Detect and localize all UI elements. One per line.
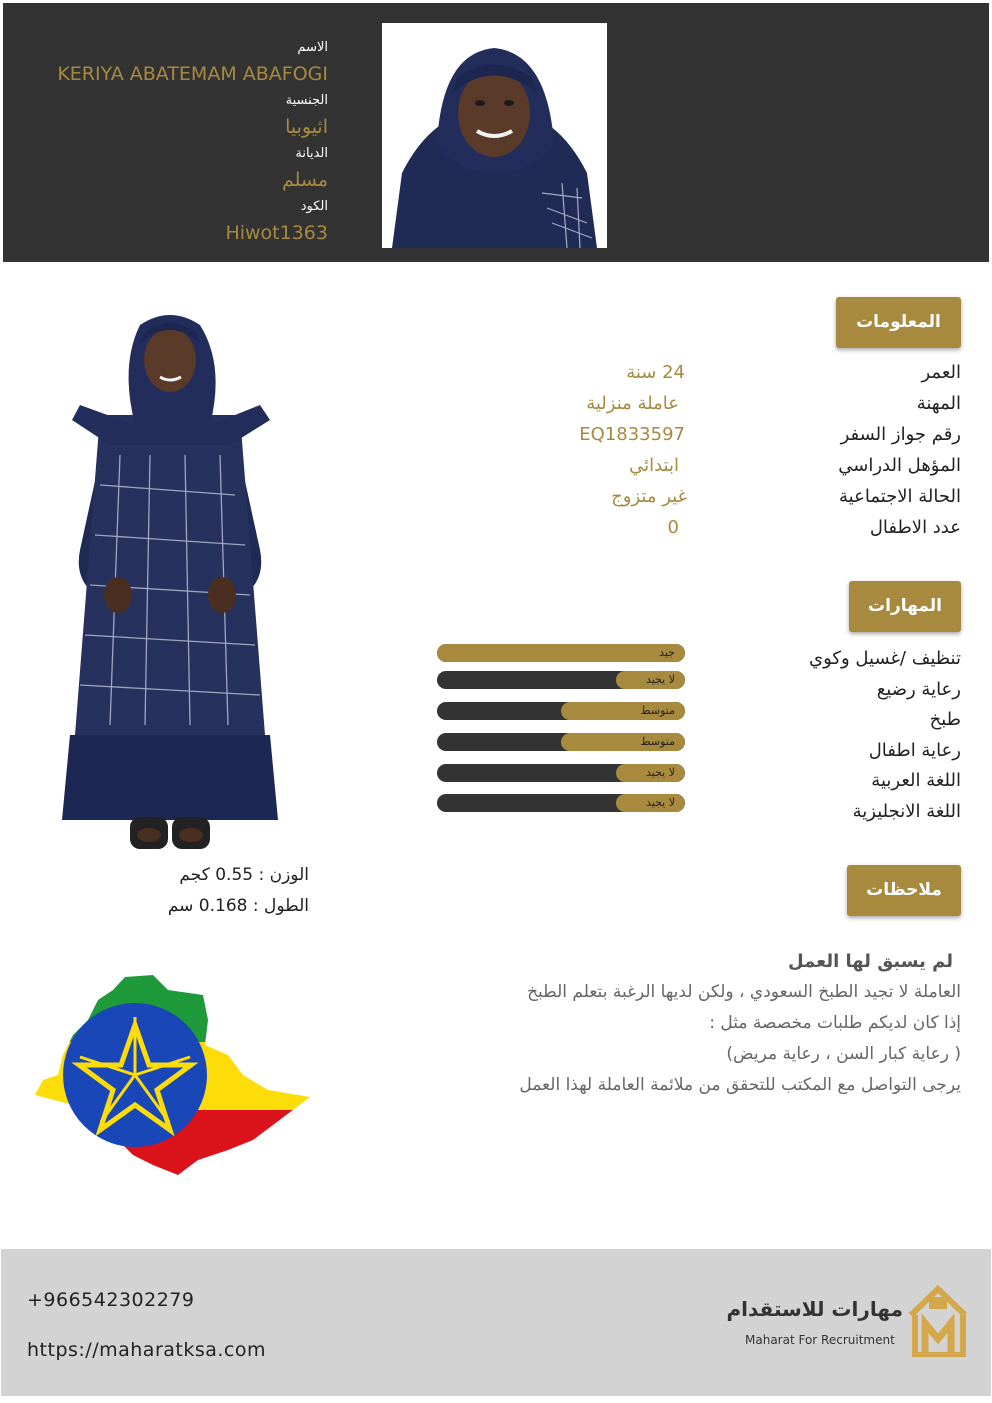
info-row-profession [541, 388, 961, 419]
religion-value: مسلم [281, 169, 328, 191]
marital-value: غير متزوج [611, 486, 687, 507]
children-label: عدد الاطفال [869, 517, 961, 538]
phone-number: +966542302279 [27, 1289, 195, 1311]
website-link[interactable]: https://maharatksa.com [27, 1339, 267, 1361]
info-section-title: المعلومات [836, 297, 961, 348]
skill-label-infant-care: رعاية رضيع [876, 679, 961, 700]
code-value: Hiwot1363 [225, 222, 328, 244]
skill-bar-fill: متوسط [561, 702, 685, 720]
children-value: 0 [667, 517, 679, 538]
skill-bar-fill: لا يجيد [616, 794, 685, 812]
code-label: الكود [300, 199, 328, 214]
notes-line: العاملة لا تجيد الطبخ السعودي ، ولكن لديها الرغبة بتعلم الطبخ [527, 982, 961, 1002]
portrait-photo [382, 23, 607, 248]
info-row-marital [541, 481, 961, 512]
name-label: الاسم [297, 40, 328, 55]
marital-label: الحالة الاجتماعية [839, 486, 961, 507]
skill-bar [437, 733, 685, 751]
footer [1, 1249, 991, 1396]
age-label: العمر [921, 362, 961, 383]
passport-label: رقم جواز السفر [840, 424, 961, 445]
full-body-photo [60, 305, 280, 855]
logo-arabic-text: مهارات للاستقدام [726, 1297, 903, 1321]
education-label: المؤهل الدراسي [838, 455, 961, 476]
nationality-value: اثيوبيا [285, 116, 328, 138]
skill-label-cooking: طبخ [929, 709, 961, 730]
skill-label-english: اللغة الانجليزية [852, 801, 961, 822]
info-row-children [541, 512, 961, 543]
house-m-logo-icon [907, 1285, 969, 1357]
info-row-passport [541, 419, 961, 450]
skill-label-arabic: اللغة العربية [871, 770, 961, 791]
company-logo [726, 1285, 973, 1360]
education-value: ابتدائي [629, 455, 679, 476]
header-bar [3, 3, 989, 262]
skill-bar [437, 764, 685, 782]
notes-heading: لم يسبق لها العمل [788, 951, 953, 972]
skill-bar-fill: جيد [437, 644, 685, 662]
height-text: الطول : 0.168 سم [167, 896, 309, 916]
logo-english-text: Maharat For Recruitment [745, 1333, 895, 1347]
skill-bar [437, 671, 685, 689]
weight-text: الوزن : 0.55 كجم [179, 865, 309, 885]
skill-bar [437, 702, 685, 720]
skill-bar-fill: متوسط [561, 733, 685, 751]
notes-line: إذا كان لديكم طلبات مخصصة مثل : [709, 1013, 961, 1033]
header-info [57, 39, 328, 251]
notes-line: يرجى التواصل مع المكتب للتحقق من ملائمة العاملة لهذا العمل [519, 1075, 961, 1095]
age-value: 24 سنة [626, 362, 685, 383]
info-row-age [541, 357, 961, 388]
nationality-label: الجنسية [285, 93, 328, 108]
worker-name: KERIYA ABATEMAM ABAFOGI [57, 63, 328, 85]
skill-bar-fill: لا يجيد [616, 671, 685, 689]
passport-value: EQ1833597 [579, 424, 685, 445]
info-row-education [541, 450, 961, 481]
skill-bar [437, 644, 685, 662]
profession-label: المهنة [916, 393, 961, 414]
religion-label: الديانة [295, 146, 328, 161]
notes-section-title: ملاحظات [847, 865, 961, 916]
notes-body [401, 946, 961, 1101]
skill-bar-fill: لا يجيد [616, 764, 685, 782]
ethiopia-flag-map [33, 975, 313, 1177]
notes-line: ( رعاية كبار السن ، رعاية مريض) [726, 1044, 961, 1064]
skill-label-child-care: رعاية اطفال [868, 740, 961, 761]
skills-section-title: المهارات [849, 581, 961, 632]
profession-value: عاملة منزلية [586, 393, 679, 414]
skill-label-cleaning: تنظيف /غسيل وكوي [809, 648, 961, 669]
skill-bar [437, 794, 685, 812]
